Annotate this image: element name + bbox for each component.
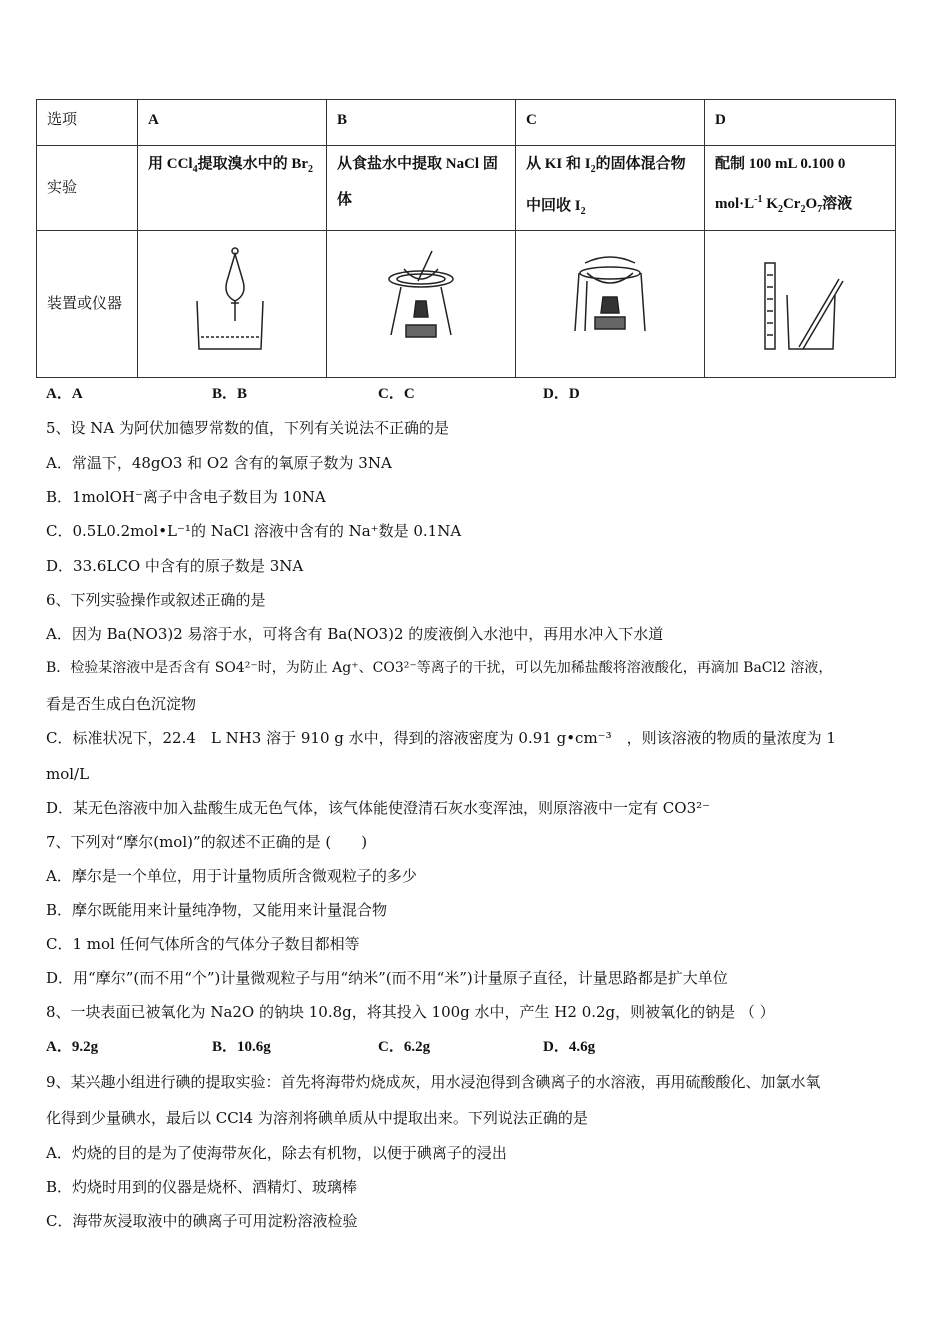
q7-option-a: A．摩尔是一个单位，用于计量物质所含微观粒子的多少 [46, 867, 417, 885]
sublimation-icon [565, 241, 655, 361]
q4-option-d: D．D [543, 386, 580, 402]
q9-option-b: B．灼烧时用到的仪器是烧杯、酒精灯、玻璃棒 [46, 1178, 358, 1196]
q7-option-c: C．1 mol 任何气体所含的气体分子数目都相等 [46, 935, 360, 953]
q4-option-a: A．A [46, 386, 83, 402]
q9-stem-line2: 化得到少量碘水，最后以 CCl4 为溶剂将碘单质从中提取出来。下列说法正确的是 [46, 1109, 588, 1127]
q9-option-a: A．灼烧的目的是为了使海带灰化，除去有机物，以便于碘离子的浸出 [46, 1144, 507, 1162]
q8-option-c: C．6.2g [378, 1039, 431, 1055]
volumetric-beaker-icon [755, 241, 845, 361]
q9-option-c: C．海带灰浸取液中的碘离子可用淀粉溶液检验 [46, 1212, 358, 1230]
q5-option-a: A．常温下，48gO3 和 O2 含有的氧原子数为 3NA [46, 454, 392, 472]
header-option: 选项 [37, 100, 138, 146]
q6-option-d: D．某无色溶液中加入盐酸生成无色气体，该气体能使澄清石灰水变浑浊，则原溶液中一定有 CO3²⁻ [46, 799, 711, 817]
q6-option-a: A．因为 Ba(NO3)2 易溶于水，可将含有 Ba(NO3)2 的废液倒入水池中，再用水冲入下水道 [46, 625, 664, 643]
q7-option-b: B．摩尔既能用来计量纯净物，又能用来计量混合物 [46, 901, 388, 919]
q5-option-c: C．0.5L0.2mol•L⁻¹的 NaCl 溶液中含有的 Na⁺数是 0.1NA [46, 522, 462, 540]
header-a: A [138, 100, 327, 146]
q5-option-d: D．33.6LCO 中含有的原子数是 3NA [46, 557, 304, 575]
q8-stem: 8、一块表面已被氧化为 Na2O 的钠块 10.8g，将其投入 100g 水中，产生 H2 0.2g，则被氧化的钠是 （ ） [46, 1003, 775, 1021]
experiment-row-label: 实验 [37, 146, 138, 231]
header-c: C [516, 100, 705, 146]
header-b: B [327, 100, 516, 146]
experiment-table [36, 99, 896, 378]
q6-option-b-line1: B．检验某溶液中是否含有 SO4²⁻时，为防止 Ag⁺、CO3²⁻等离子的干扰，可以先加稀盐酸将溶液酸化，再滴加 BaCl2 溶液， [46, 660, 833, 676]
q7-stem: 7、下列对“摩尔(mol)”的叙述不正确的是 ( ) [46, 833, 368, 851]
experiment-d: 配制 100 mL 0.100 0 $mol\cdot L^{-1}$ $K_2Cr_2O_7$溶液 [705, 146, 896, 231]
experiment-b: 从食盐水中提取 NaCl 固体 [327, 146, 516, 231]
q6-stem: 6、下列实验操作或叙述正确的是 [46, 591, 266, 609]
q8-option-a: A．9.2g [46, 1039, 99, 1055]
q5-stem: 5、设 NA 为阿伏加德罗常数的值，下列有关说法不正确的是 [46, 419, 450, 437]
apparatus-row [37, 231, 896, 378]
evaporating-dish-icon [376, 241, 466, 361]
apparatus-b [327, 231, 516, 378]
q6-option-c-line2: mol/L [46, 765, 90, 783]
q4-option-b: B．B [212, 386, 248, 402]
experiment-a: 用 CCl$_4$提取溴水中的 $Br_2$ [138, 146, 327, 231]
q4-option-c: C．C [378, 386, 415, 402]
q6-option-c-line1: C．标准状况下，22.4 L NH3 溶于 910 g 水中，得到的溶液密度为 0.91 g•cm⁻³ ，则该溶液的物质的量浓度为 1 [46, 729, 836, 747]
q8-option-b: B．10.6g [212, 1039, 271, 1055]
apparatus-row-label: 装置或仪器 [37, 231, 138, 378]
experiment-row [37, 146, 896, 231]
experiment-c: 从 KI 和 $I_2$的固体混合物中回收 $I_2$ [516, 146, 705, 231]
apparatus-a [138, 231, 327, 378]
q5-option-b: B．1molOH⁻离子中含电子数目为 10NA [46, 488, 326, 506]
apparatus-c [516, 231, 705, 378]
q7-option-d: D．用“摩尔”(而不用“个”)计量微观粒子与用“纳米”(而不用“米”)计量原子直径，计量思路都是扩大单位 [46, 969, 728, 987]
separatory-funnel-icon [187, 241, 277, 361]
q6-option-b-line2: 看是否生成白色沉淀物 [46, 695, 197, 713]
q8-option-d: D．4.6g [543, 1039, 596, 1055]
table-header-row [37, 100, 896, 146]
header-d: D [705, 100, 896, 146]
apparatus-d [705, 231, 896, 378]
q9-stem-line1: 9、某兴趣小组进行碘的提取实验：首先将海带灼烧成灰，用水浸泡得到含碘离子的水溶液，再用硫酸酸化、加氯水氧 [46, 1073, 821, 1091]
